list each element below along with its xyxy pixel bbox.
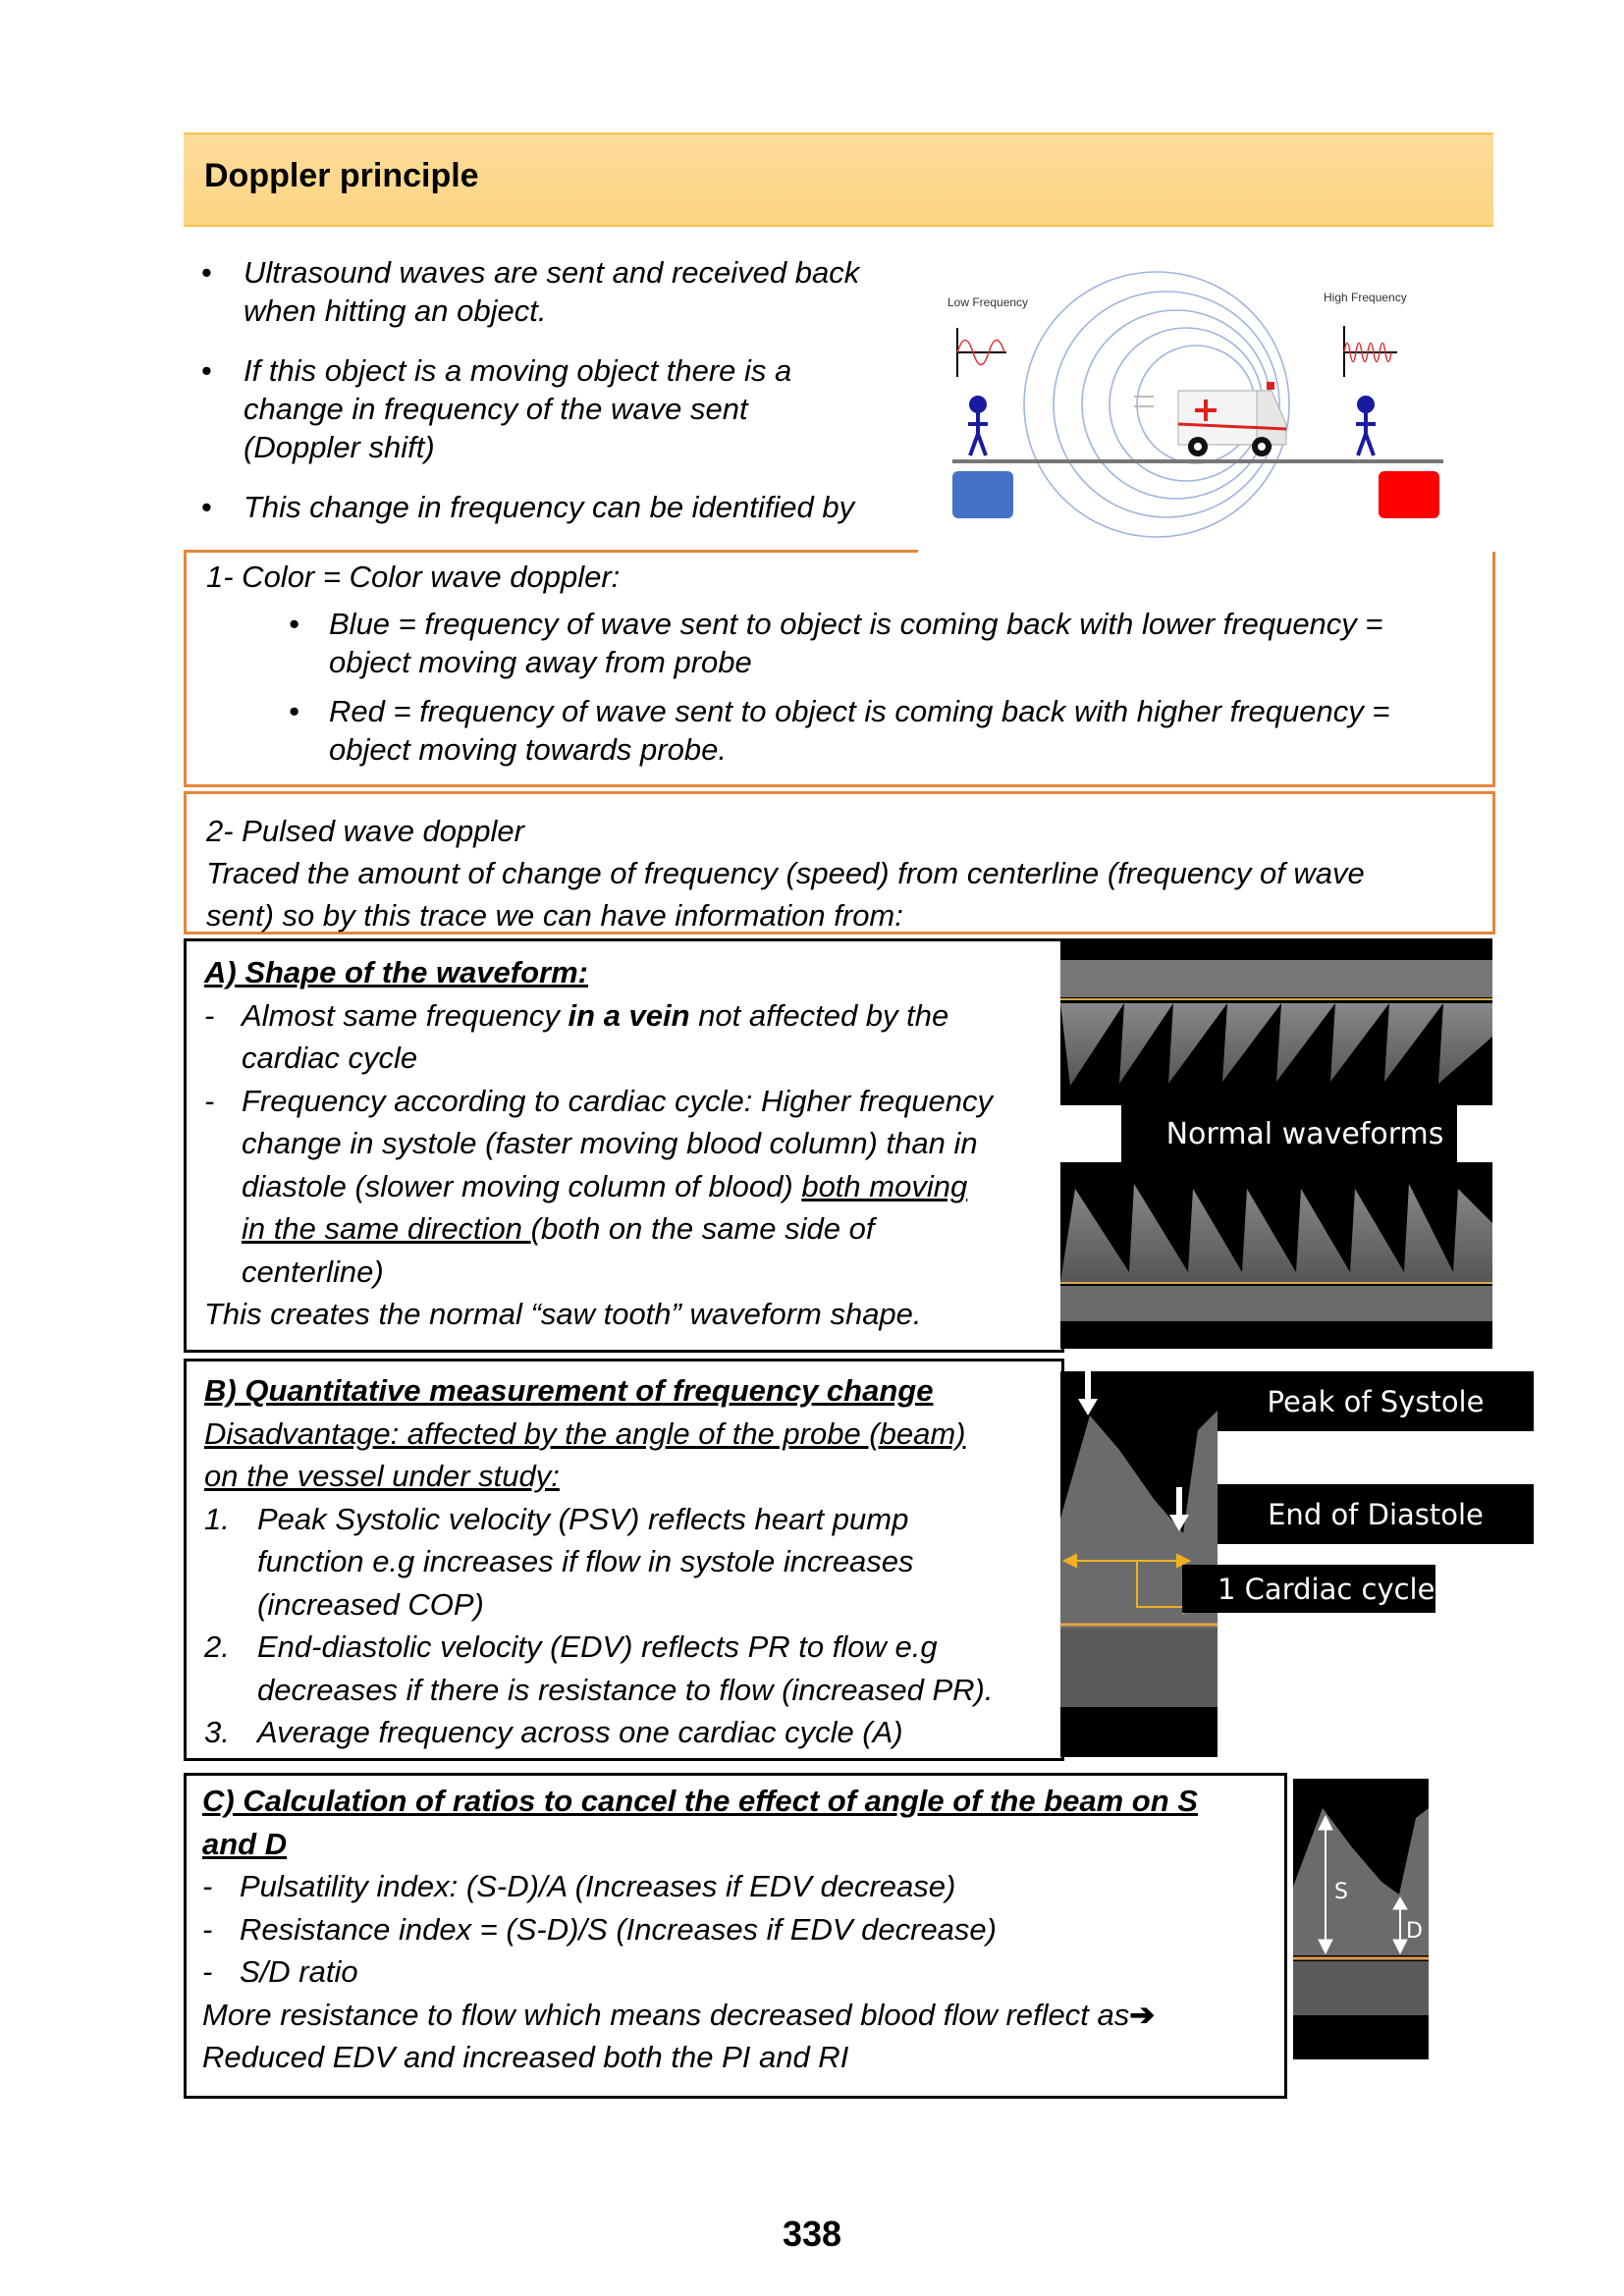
red-bullet-line: object moving towards probe.: [329, 732, 727, 767]
right-arrow-icon: ➔: [1129, 1997, 1156, 2032]
normal-waveforms-label: Normal waveforms: [1165, 1116, 1444, 1151]
text-span: Resistance index = (S-D)/S (Increases if EDV decrease): [240, 1911, 997, 1947]
text-span: decreases if there is resistance to flow (increased PR).: [257, 1672, 994, 1707]
s-label: S: [1334, 1880, 1348, 1904]
d-label: D: [1406, 1919, 1423, 1944]
high-frequency-swatch: [1379, 471, 1439, 518]
s-d-waveform-image: [1293, 1779, 1429, 2059]
text-span: change in systole (faster moving blood column) than in: [242, 1126, 978, 1160]
text-span: More resistance to flow which means decreased blood flow reflect as: [202, 1997, 1130, 2032]
bullet-line: change in frequency of the wave sent: [244, 392, 748, 426]
dash-marker: -: [202, 1954, 213, 1989]
normal-waveforms-image: [1060, 938, 1492, 1349]
dash-marker: -: [204, 997, 215, 1033]
text-span: Average frequency across one cardiac cycle (A): [257, 1715, 903, 1749]
section-a-box: [184, 938, 1064, 1353]
item-number: 1.: [204, 1501, 230, 1536]
text-span: Frequency according to cardiac cycle: Higher frequency: [242, 1083, 994, 1118]
section-a-closing: This creates the normal “saw tooth” waveform shape.: [204, 1297, 922, 1331]
waveform-lower: [1060, 1184, 1492, 1282]
text-line: sent) so by this trace we can have information from:: [206, 898, 903, 933]
list-item: [204, 1080, 1058, 1294]
bullet-line: when hitting an object.: [244, 294, 547, 328]
text-span: centerline): [242, 1254, 384, 1289]
text-line: Traced the amount of change of frequency (speed) from centerline (frequency of wave: [206, 856, 1365, 890]
high-frequency-wave-icon: [1344, 326, 1397, 377]
doppler-effect-figure: [933, 257, 1492, 557]
pulsed-doppler-title: 2- Pulsed wave doppler: [206, 814, 524, 848]
section-a-text: [204, 951, 1058, 1336]
text-span-underlined: in the same direction: [242, 1211, 531, 1246]
section-a-heading: A) Shape of the waveform:: [204, 955, 588, 989]
waveform-band: [1293, 1961, 1429, 2015]
section-c-heading: C) Calculation of ratios to cancel the effect of angle of the beam on S: [202, 1784, 1198, 1818]
numbered-item: [204, 1711, 1058, 1754]
disadvantage-line: on the vessel under study:: [204, 1459, 560, 1493]
list-item: [204, 994, 1058, 1080]
section-b-text: [204, 1369, 1058, 1754]
waveform-band: [1060, 960, 1492, 997]
dash-marker: -: [202, 1869, 213, 1903]
color-doppler-box: [184, 552, 1495, 787]
s-d-waveform-graphic: [1293, 1779, 1429, 2059]
intro-bullet: [201, 488, 908, 526]
text-span-bold: in a vein: [568, 997, 690, 1033]
bullet-line: (Doppler shift): [244, 430, 435, 464]
text-span: function e.g increases if flow in systole increases: [257, 1544, 914, 1578]
cardiac-cycle-label: 1 Cardiac cycle: [1182, 1565, 1435, 1613]
high-frequency-label: High Frequency: [1324, 291, 1407, 304]
pulsed-doppler-box: [184, 791, 1495, 934]
bullet-line: • This change in frequency can be identified by: [244, 490, 855, 524]
section-b-box: [184, 1359, 1064, 1761]
waveform-band: [1060, 1629, 1218, 1707]
section-c-heading: and D: [202, 1826, 288, 1861]
dash-marker: -: [202, 1911, 213, 1947]
disadvantage-line: Disadvantage: affected by the angle of the probe (beam): [204, 1415, 966, 1451]
dash-marker: -: [204, 1083, 215, 1118]
bullet-marker: •: [289, 607, 299, 641]
text-span: Peak Systolic velocity (PSV) reflects heart pump: [257, 1501, 909, 1536]
waveform-systole: [1060, 1411, 1218, 1656]
closing-line: [202, 1994, 1282, 2037]
list-item: [202, 1865, 1282, 1908]
intro-bullet: [201, 253, 908, 330]
section-c-box: [184, 1773, 1287, 2099]
intro-bullet-list: [201, 253, 908, 548]
low-frequency-swatch: [952, 471, 1013, 518]
blue-bullet-line: Blue = frequency of wave sent to object is coming back with lower frequency =: [329, 607, 1383, 641]
list-item: [202, 1950, 1282, 1994]
bullet-line: • Ultrasound waves are sent and received back: [244, 255, 860, 290]
bullet-marker: •: [289, 694, 299, 728]
waveform-band: [1060, 1286, 1492, 1321]
person-icon: [1356, 398, 1376, 455]
page-title: Doppler principle: [204, 157, 479, 194]
low-frequency-wave-icon: [957, 328, 1006, 377]
pulsed-doppler-text: [206, 810, 1365, 936]
red-bullet-line: Red = frequency of wave sent to object is coming back with higher frequency =: [329, 694, 1390, 728]
text-span: End-diastolic velocity (EDV) reflects PR to flow e.g: [257, 1629, 938, 1664]
color-doppler-title: 1- Color = Color wave doppler:: [206, 560, 621, 594]
blue-bullet-line: object moving away from probe: [329, 645, 752, 679]
page-number: 338: [782, 2214, 842, 2254]
closing-line: Reduced EDV and increased both the PI and RI: [202, 2040, 849, 2074]
label-spacer: [1060, 1105, 1121, 1162]
box-right-border: [1492, 574, 1495, 594]
text-span-underlined: both moving: [801, 1168, 968, 1203]
peak-of-systole-label: Peak of Systole: [1218, 1371, 1534, 1431]
list-item: [202, 1908, 1282, 1951]
text-span: (increased COP): [257, 1586, 484, 1622]
box-top-border: [184, 550, 918, 553]
text-span: diastole (slower moving column of blood): [242, 1168, 802, 1203]
item-number: 2.: [204, 1629, 230, 1664]
section-b-heading: B) Quantitative measurement of frequency change: [204, 1373, 934, 1408]
text-span: Almost same frequency: [242, 997, 568, 1033]
text-span: not affected by the: [689, 997, 949, 1033]
low-frequency-label: Low Frequency: [947, 295, 1029, 309]
label-spacer: [1457, 1105, 1492, 1162]
bullet-line: • If this object is a moving object there is a: [244, 353, 792, 388]
numbered-item: [204, 1626, 1058, 1711]
waveform-upper: [1060, 1003, 1492, 1086]
numbered-item: [204, 1498, 1058, 1627]
end-of-diastole-label: End of Diastole: [1218, 1484, 1534, 1544]
ambulance-icon: [1134, 382, 1286, 456]
down-arrow-icon: [1078, 1371, 1098, 1415]
text-span: (both on the same side of: [530, 1211, 875, 1246]
section-c-text: [202, 1780, 1282, 2079]
text-span: cardiac cycle: [242, 1041, 418, 1075]
item-number: 3.: [204, 1715, 230, 1749]
text-span: S/D ratio: [240, 1954, 358, 1989]
text-span: Pulsatility index: (S-D)/A (Increases if EDV decrease): [240, 1869, 956, 1903]
person-icon: [968, 398, 988, 455]
intro-bullet: [201, 351, 908, 466]
